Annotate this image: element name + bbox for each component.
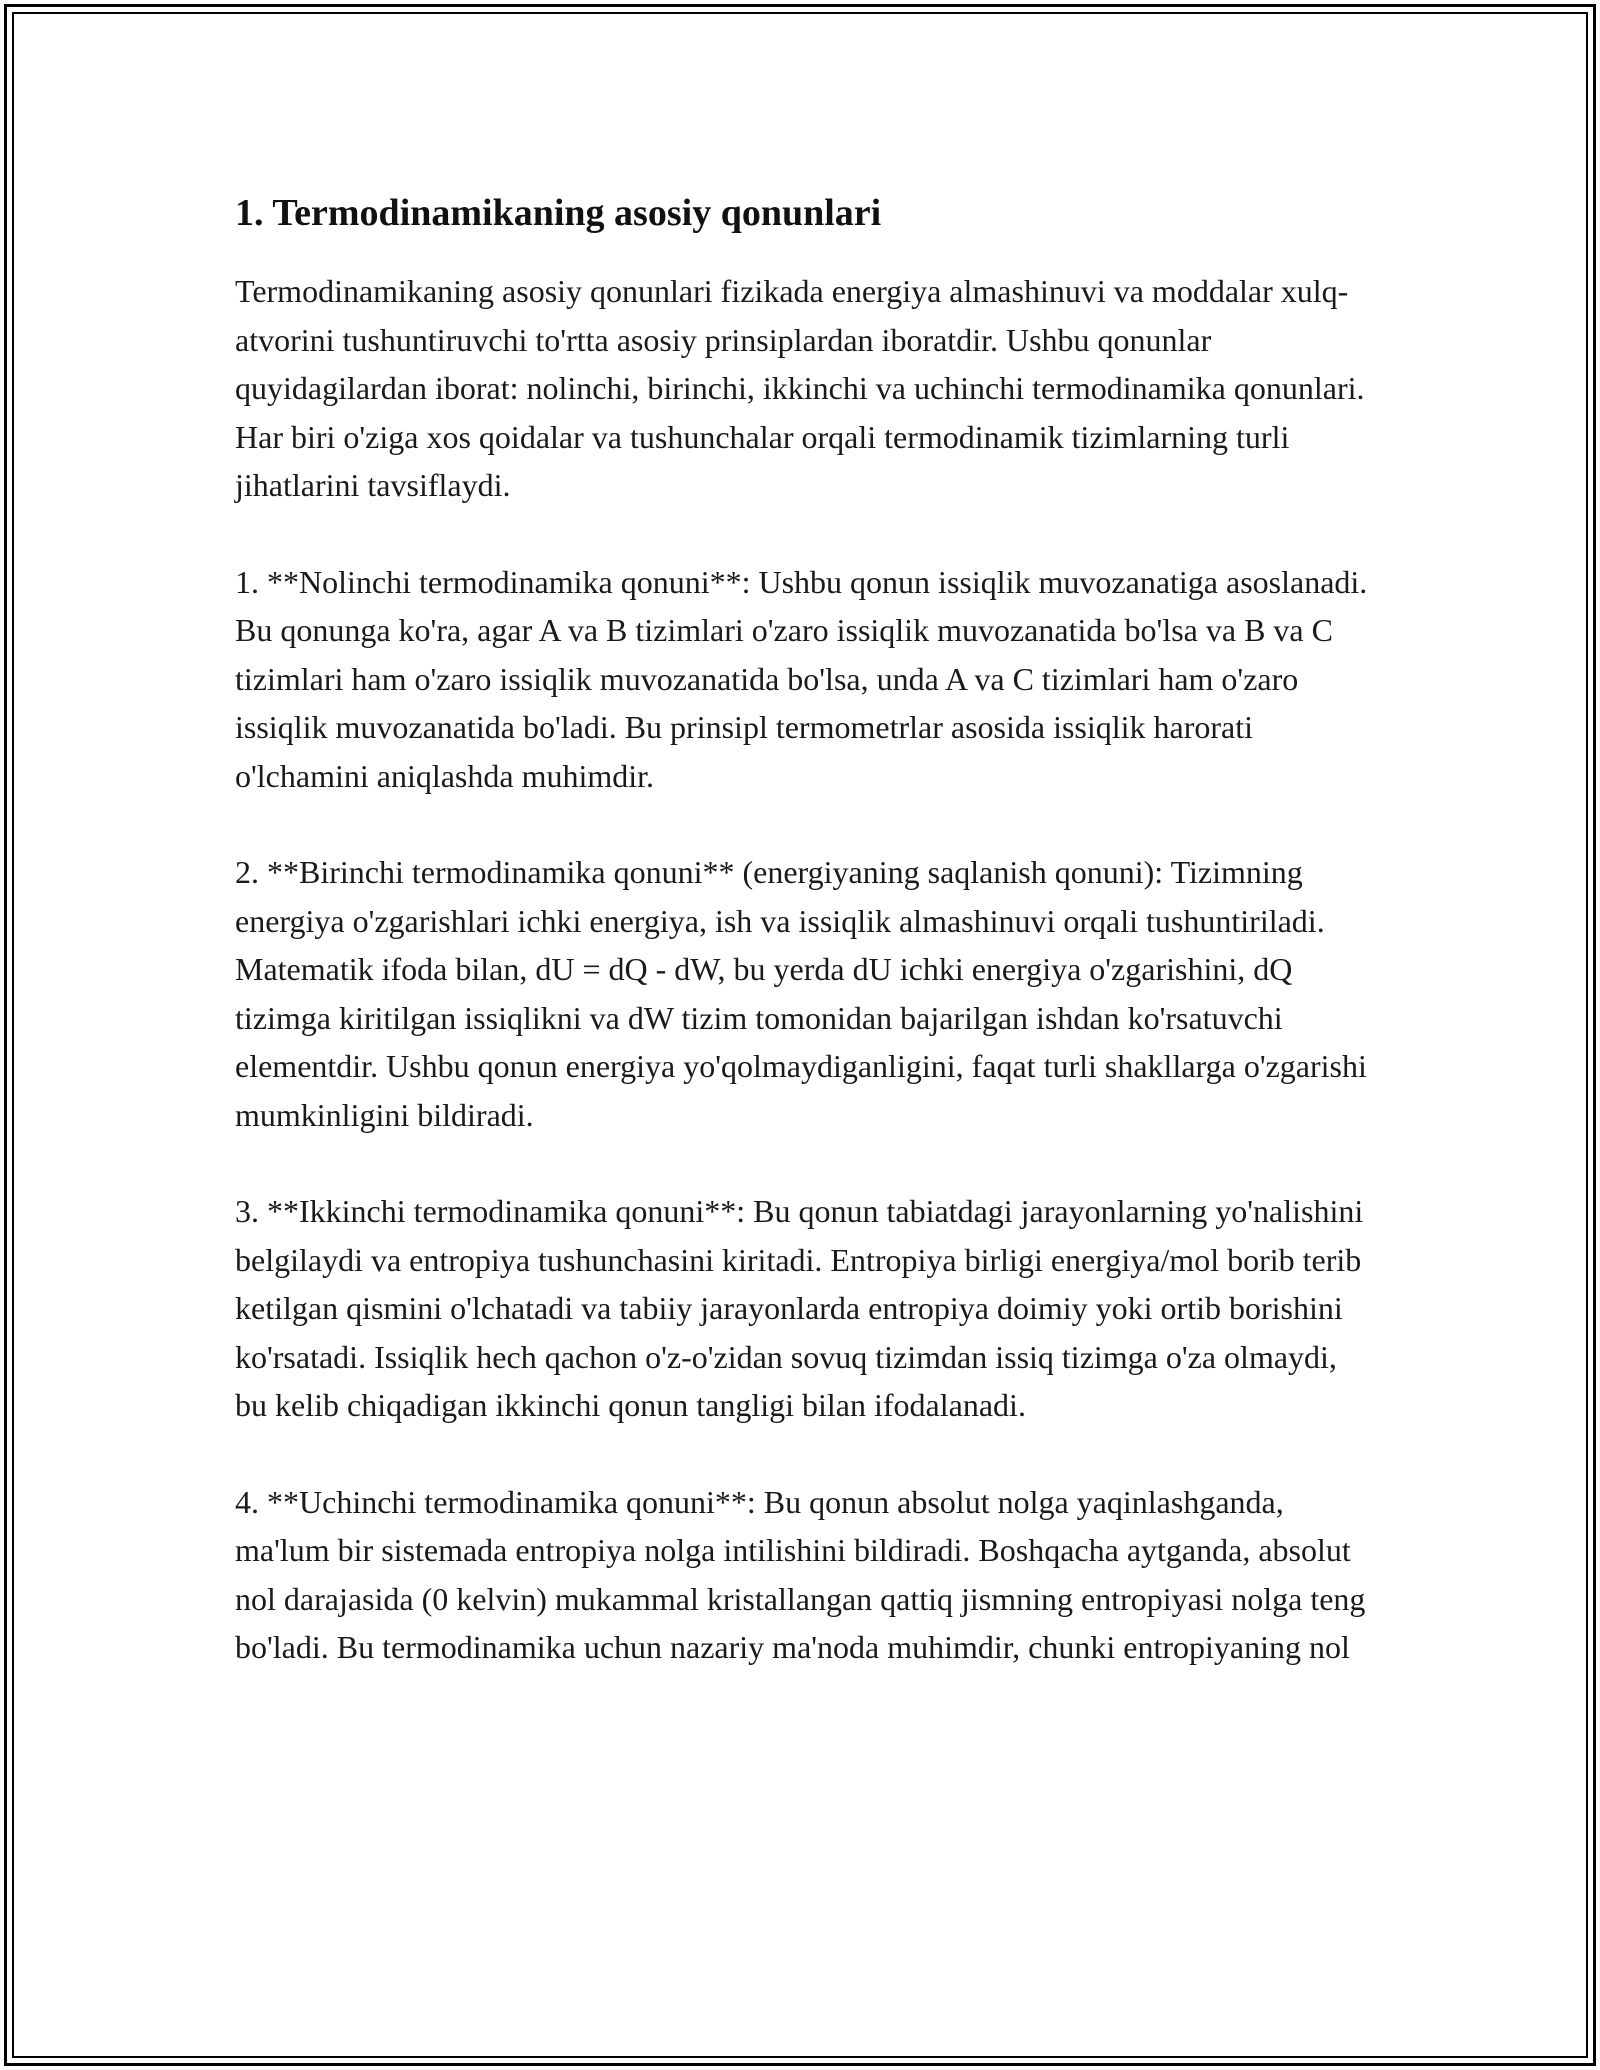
third-law-paragraph: 4. **Uchinchi termodinamika qonuni**: Bu qonun absolut nolga yaqinlashganda, ma'lum bir sistemada entropiya nolga intilishini bildiradi. Boshqacha aytganda, absolut nol darajasida (0 kelvin) mukammal kristallangan qattiq jismning entropiyasi nolga teng bo'ladi. Bu termodinamika uchun nazariy ma'noda muhimdir, chunki entropiyaning nol <box>235 1483 1366 1665</box>
document-heading: 1. Termodinamikaning asosiy qonunlari <box>235 192 882 234</box>
first-law-paragraph: 2. **Birinchi termodinamika qonuni** (energiyaning saqlanish qonuni): Tizimning energiya o'zgarishlari ichki energiya, ish va issiqlik almashinuvi orqali tushuntiriladi. Matematik ifoda bilan, dU = dQ - dW, bu yerda dU ichki energiya o'zgarishini, dQ tizimga kiritilgan issiqlikni va dW tizim tomonidan bajarilgan ishdan ko'rsatuvchi elementdir. Ushbu qonun energiya yo'qolmaydiganligini, faqat turli shakllarga o'zgarishi mumkinligini bildiradi. <box>235 854 1367 1133</box>
intro-paragraph: Termodinamikaning asosiy qonunlari fizikada energiya almashinuvi va moddalar xulq-atvorini tushuntiruvchi to'rtta asosiy prinsiplardan iboratdir. Ushbu qonunlar quyidagilardan iborat: nolinchi, birinchi, ikkinchi va uchinchi termodinamika qonunlari. Har biri o'ziga xos qoidalar va tushunchalar orqali termodinamik tizimlarning turli jihatlarini tavsiflaydi. <box>235 273 1365 503</box>
zeroth-law-paragraph: 1. **Nolinchi termodinamika qonuni**: Ushbu qonun issiqlik muvozanatiga asoslanadi. Bu qonunga ko'ra, agar A va B tizimlari o'zaro issiqlik muvozanatida bo'lsa va B va C tizimlari ham o'zaro issiqlik muvozanatida bo'lsa, unda A va C tizimlari ham o'zaro issiqlik muvozanatida bo'ladi. Bu prinsipl termometrlar asosida issiqlik harorati o'lchamini aniqlashda muhimdir. <box>235 563 1368 794</box>
document-body <box>235 185 1375 1720</box>
second-law-paragraph: 3. **Ikkinchi termodinamika qonuni**: Bu qonun tabiatdagi jarayonlarning yo'nalishini belgilaydi va entropiya tushunchasini kiritadi. Entropiya birligi energiya/mol borib terib ketilgan qismini o'lchatadi va tabiiy jarayonlarda entropiya doimiy yoki ortib borishini ko'rsatadi. Issiqlik hech qachon o'z-o'zidan sovuq tizimdan issiq tizimga o'za olmaydi, bu kelib chiqadigan ikkinchi qonun tangligi bilan ifodalanadi. <box>235 1193 1364 1423</box>
